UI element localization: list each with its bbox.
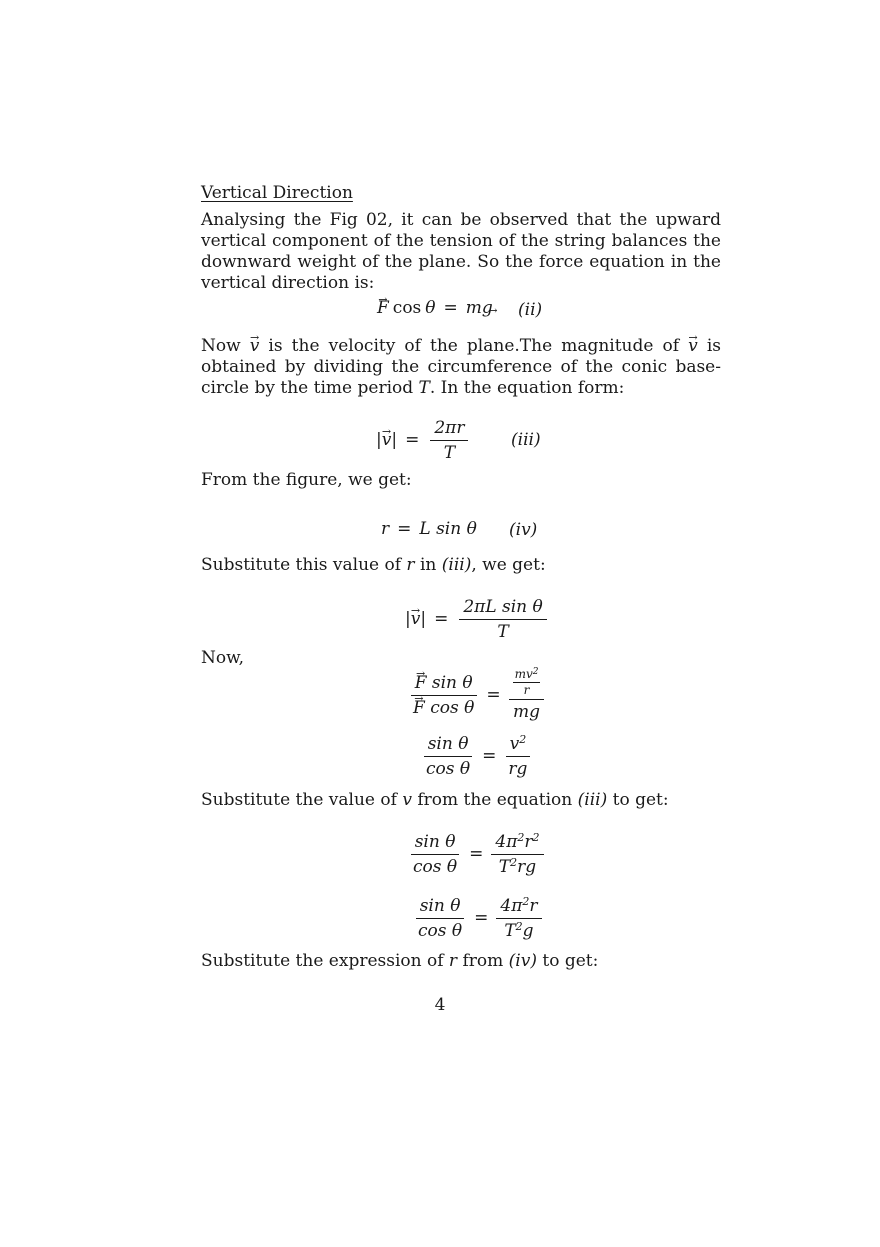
fraction-denominator: T: [443, 443, 456, 463]
inner-fraction: [513, 668, 541, 697]
page-number: 4: [434, 995, 446, 1015]
now-label: Now,: [201, 648, 245, 668]
equation-iv: [381, 519, 477, 540]
para2-text-2: is the velocity of the plane.The magnitude of: [259, 336, 689, 356]
equation-tag-ii: (ii): [518, 300, 543, 320]
abs-bar: |: [391, 430, 398, 450]
inner-denominator: r: [523, 683, 530, 697]
fraction-denominator: rg: [508, 759, 528, 779]
para6-text-3: to get:: [536, 951, 599, 971]
equals-sign: =: [443, 298, 458, 318]
theta-symbol: θ: [425, 298, 436, 318]
radius-symbol: r: [406, 555, 415, 575]
velocity-vector-symbol: → v: [382, 430, 392, 451]
fraction-denominator: T: [497, 622, 509, 642]
para2-text-4: . In the equation form:: [429, 378, 625, 398]
equation-ratio-simplified: [419, 734, 534, 779]
equation-reference: (iii): [577, 790, 608, 810]
abs-bar: |: [420, 609, 427, 629]
fraction-numerator: $4\pi^2r$: [496, 896, 541, 919]
radius-symbol: r: [381, 519, 390, 539]
velocity-vector-symbol: → v: [688, 336, 698, 357]
fraction: [496, 896, 541, 941]
cos-function: cos: [392, 298, 422, 318]
paragraph-velocity: [201, 336, 721, 399]
para5-text-3: to get:: [607, 790, 669, 810]
paragraph-from-figure: From the figure, we get:: [201, 470, 412, 490]
equals-sign: =: [469, 844, 484, 864]
force-vector-symbol: → F: [413, 698, 425, 718]
force-vector-symbol: → F: [377, 298, 389, 319]
abs-bar: |: [405, 609, 411, 629]
equals-sign: =: [434, 609, 449, 629]
paragraph-substitute-r-expression: [201, 951, 721, 972]
para4-text-1: Substitute this value of: [201, 555, 407, 575]
fraction-denominator: $T^2rg$: [498, 856, 537, 877]
mass-gravity-term: mg: [465, 298, 493, 318]
fraction-numerator: [509, 668, 545, 700]
fraction-numerator: sin θ: [424, 734, 473, 757]
velocity-symbol: v: [402, 790, 412, 810]
section-heading: Vertical Direction: [201, 183, 353, 203]
fraction-numerator: → F sin θ: [411, 673, 477, 696]
velocity-vector-symbol: → v: [411, 609, 421, 630]
l-sin-theta: L sin θ: [419, 519, 477, 539]
paragraph-vertical-forces: Analysing the Fig 02, it can be observed that the upward vertical component of the tension of the string balances the downward weight of the plane. So the force equation in the vertical direction is:: [201, 210, 721, 293]
equation-reference: (iv): [508, 951, 537, 971]
para2-text-1: Now: [201, 336, 250, 356]
equation-velocity-substituted: [405, 597, 550, 642]
velocity-vector-symbol: → v: [250, 336, 260, 357]
para5-text-2: from the equation: [411, 790, 578, 810]
equals-sign: =: [405, 430, 420, 450]
equals-sign: =: [482, 746, 497, 766]
fraction: [414, 896, 466, 941]
equation-force-ratio: [406, 668, 547, 722]
force-vector-symbol: → F: [415, 673, 427, 693]
fraction-numerator: 2πL sin θ: [459, 597, 546, 620]
fraction-numerator: sin θ: [416, 896, 465, 919]
fraction: [509, 668, 545, 722]
fraction-denominator: mg: [513, 702, 541, 722]
fraction-numerator: $v^2$: [506, 734, 531, 757]
fraction-numerator: $4\pi^2r^2$: [491, 832, 543, 855]
abs-bar: |: [376, 430, 382, 450]
fraction: [422, 734, 474, 779]
equation-iii: [376, 418, 471, 463]
equation-ii: [377, 298, 493, 319]
equation-tag-iv: (iv): [509, 520, 538, 540]
fraction-numerator: sin θ: [411, 832, 460, 855]
fraction: [409, 832, 461, 877]
equation-substituted-1: [406, 832, 547, 877]
para6-text-1: Substitute the expression of: [201, 951, 449, 971]
fraction: [430, 418, 468, 463]
paragraph-substitute-v: [201, 790, 721, 811]
equals-sign: =: [397, 519, 412, 539]
equation-reference: (iii): [441, 555, 472, 575]
fraction-numerator: 2πr: [430, 418, 468, 441]
fraction: [504, 734, 531, 779]
equals-sign: =: [474, 908, 489, 928]
equals-sign: =: [486, 684, 501, 705]
paragraph-substitute-r: [201, 555, 721, 576]
para6-text-2: from: [457, 951, 509, 971]
para2-text-3: is obtained by dividing the circumference of the conic base-circle by the time period: [201, 336, 721, 398]
fraction-denominator: → F cos θ: [409, 696, 478, 718]
period-symbol: T: [418, 378, 430, 398]
fraction: [459, 597, 546, 642]
fraction-denominator: cos θ: [426, 759, 471, 779]
fraction: [409, 673, 478, 718]
equation-substituted-2: [411, 896, 545, 941]
fraction-denominator: $T^2g$: [504, 920, 534, 941]
para4-text-2: in: [414, 555, 442, 575]
fraction-denominator: cos θ: [418, 921, 463, 941]
fraction-denominator: cos θ: [413, 857, 458, 877]
inner-numerator: $mv^2$: [514, 667, 539, 681]
para5-text-1: Substitute the value of: [201, 790, 403, 810]
para4-text-3: , we get:: [471, 555, 546, 575]
fraction: [491, 832, 543, 877]
radius-symbol: r: [448, 951, 458, 971]
equation-tag-iii: (iii): [511, 430, 541, 450]
